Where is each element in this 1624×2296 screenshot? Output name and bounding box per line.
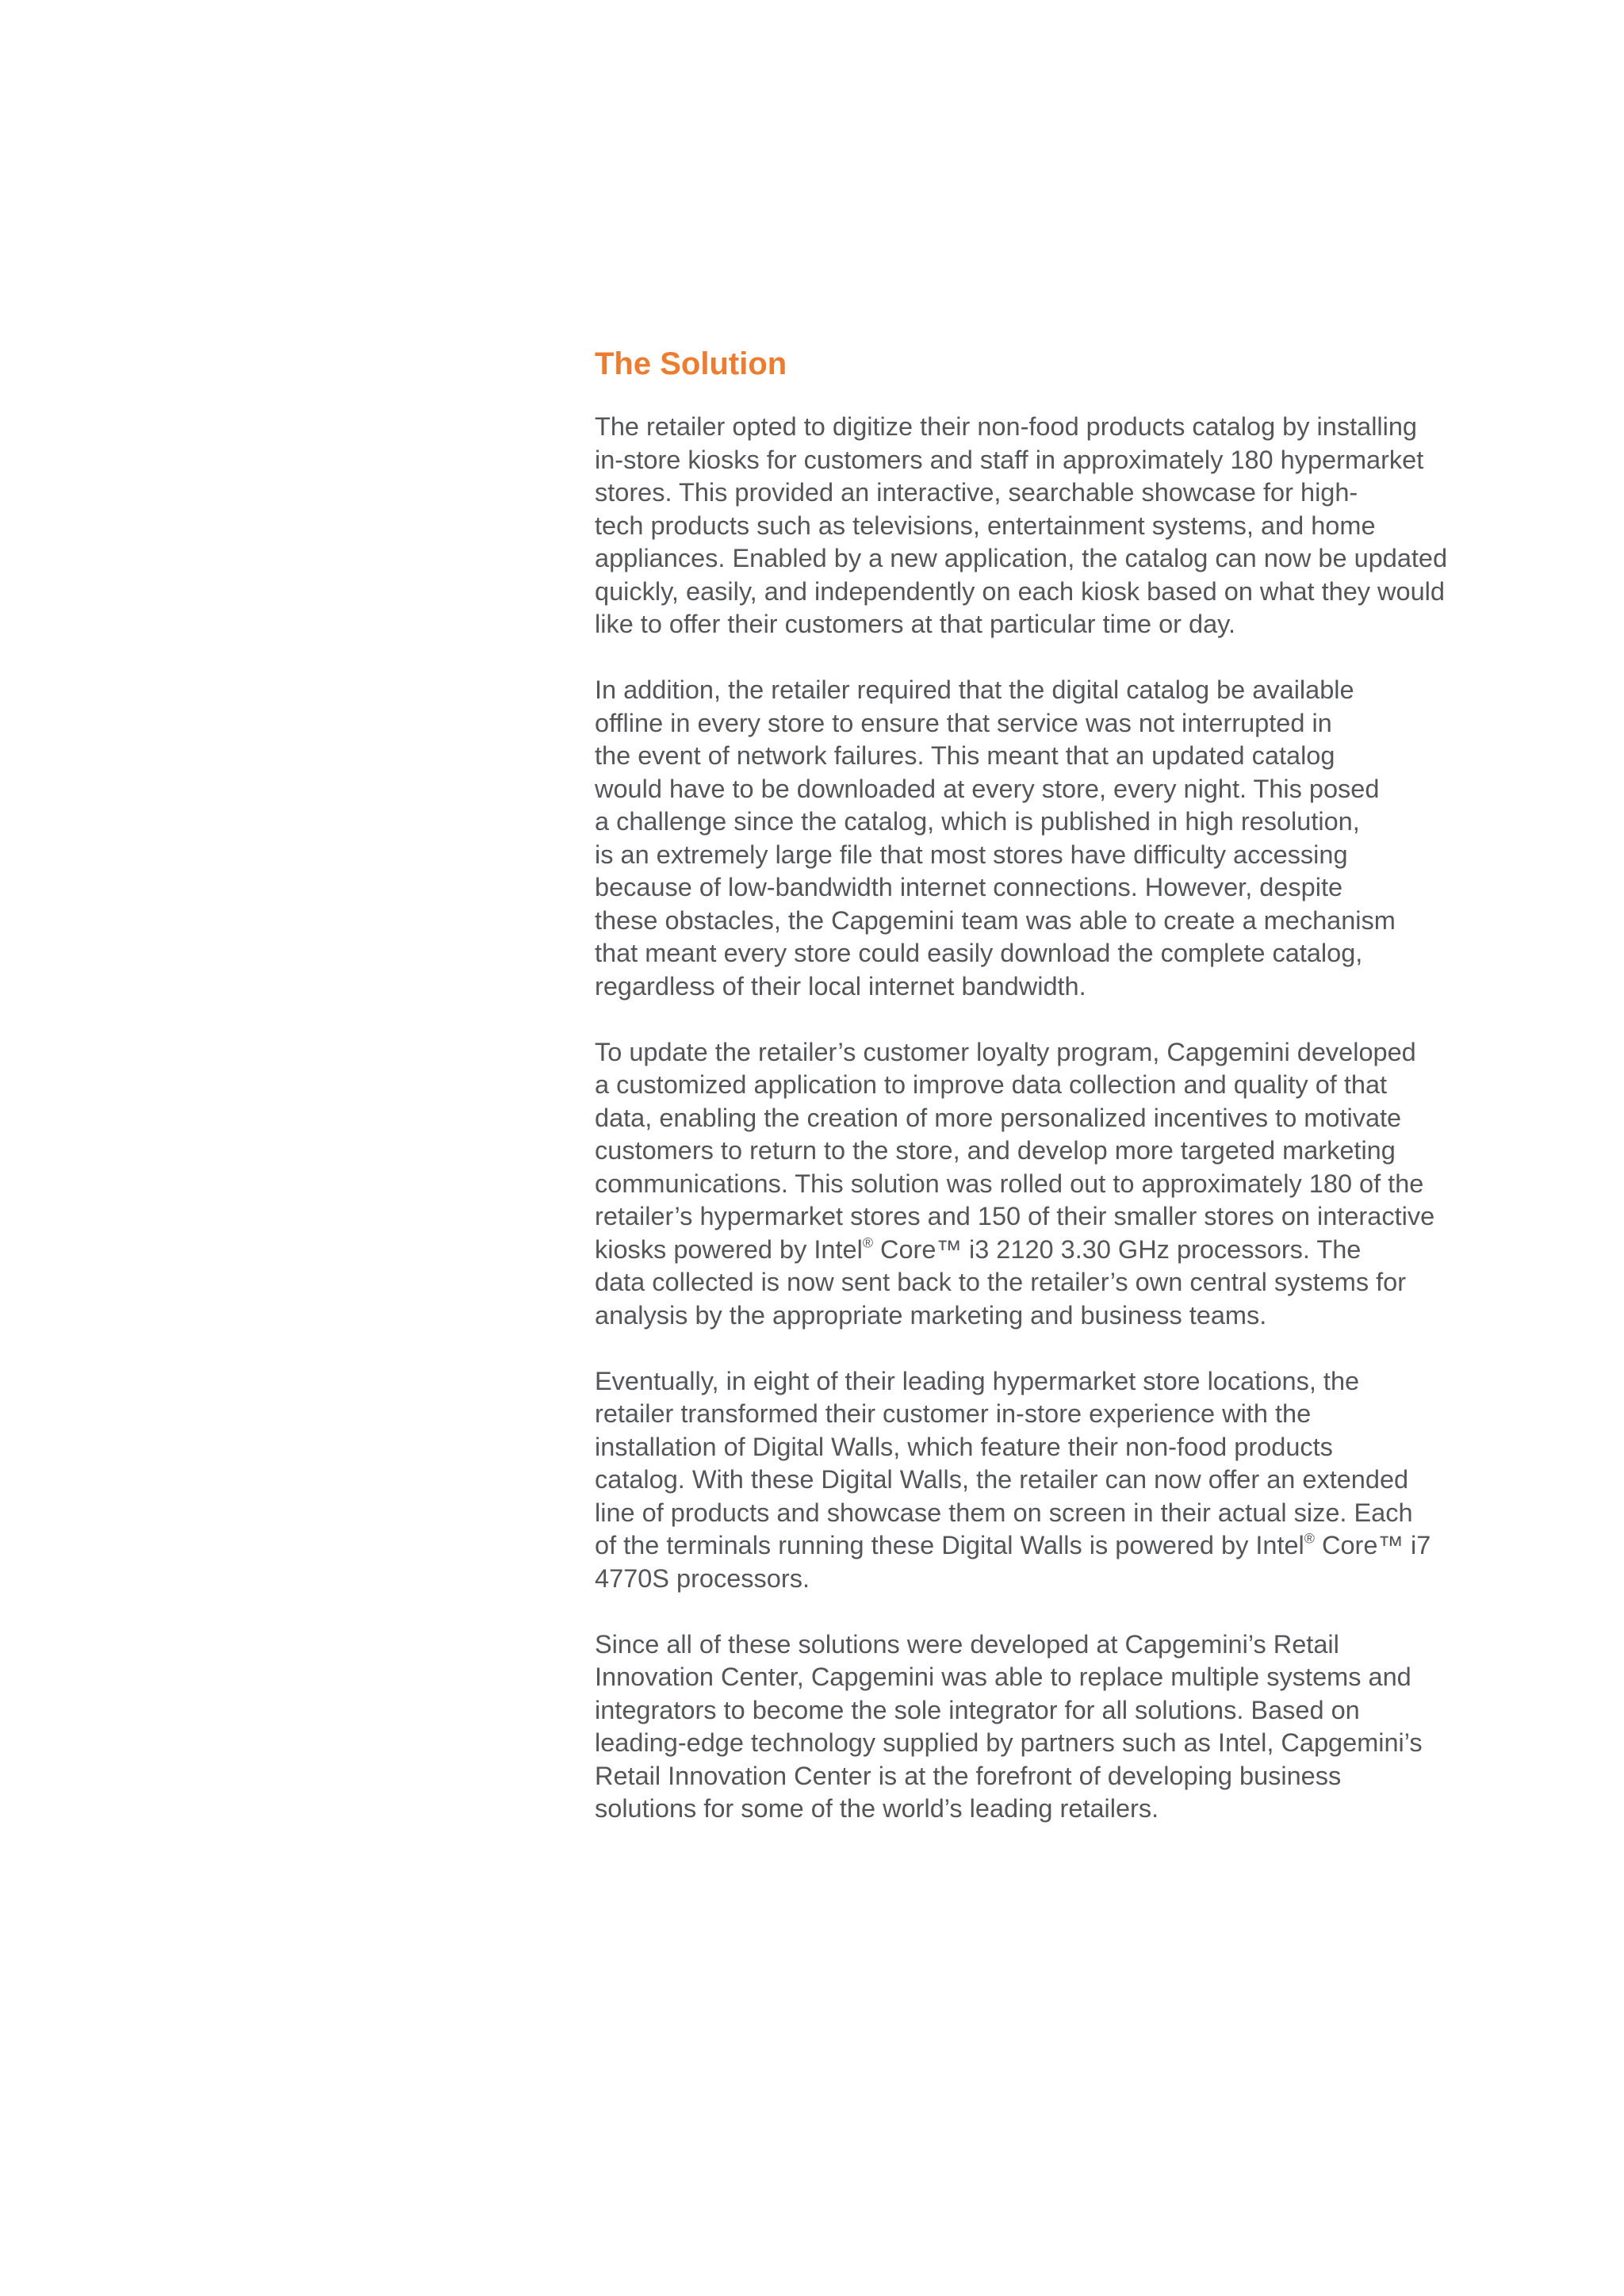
text-line: line of products and showcase them on screen in their actual size. Each xyxy=(595,1498,1413,1527)
text-line: stores. This provided an interactive, searchable showcase for high- xyxy=(595,478,1358,507)
text-line: communications. This solution was rolled out to approximately 180 of the xyxy=(595,1169,1424,1198)
text-line: Retail Innovation Center is at the forefront of developing business xyxy=(595,1761,1342,1790)
text-line: that meant every store could easily download the complete catalog, xyxy=(595,939,1363,967)
text-line: retailer’s hypermarket stores and 150 of their smaller stores on interactive xyxy=(595,1202,1435,1230)
text-line: The retailer opted to digitize their non-food products catalog by installing xyxy=(595,412,1418,441)
text-line xyxy=(595,1529,1522,1563)
text-line: analysis by the appropriate marketing and business teams. xyxy=(595,1300,1267,1330)
body-paragraph xyxy=(595,674,1522,1003)
text-line: catalog. With these Digital Walls, the retailer can now offer an extended xyxy=(595,1465,1409,1494)
section-heading: The Solution xyxy=(595,346,787,381)
text-segment: Core™ i3 2120 3.30 GHz processors. The xyxy=(872,1234,1362,1264)
body-paragraph xyxy=(595,1628,1522,1826)
text-line: in-store kiosks for customers and staff in approximately 180 hypermarket xyxy=(595,445,1424,474)
text-line: offline in every store to ensure that service was not interrupted in xyxy=(595,708,1332,737)
text-segment: Core™ i7 xyxy=(1314,1531,1431,1559)
text-line: these obstacles, the Capgemini team was able to create a mechanism xyxy=(595,905,1396,935)
registered-mark: ® xyxy=(862,1234,873,1251)
text-line: In addition, the retailer required that the digital catalog be available xyxy=(595,675,1354,704)
body-paragraph xyxy=(595,1365,1522,1596)
text-line: tech products such as televisions, entertainment systems, and home xyxy=(595,511,1376,540)
text-line: leading-edge technology supplied by partners such as Intel, Capgemini’s xyxy=(595,1728,1423,1757)
text-line: customers to return to the store, and develop more targeted marketing xyxy=(595,1136,1396,1165)
text-line: Eventually, in eight of their leading hypermarket store locations, the xyxy=(595,1366,1360,1395)
text-line: the event of network failures. This meant that an updated catalog xyxy=(595,741,1335,770)
text-line: installation of Digital Walls, which feature their non-food products xyxy=(595,1432,1333,1461)
body-paragraphs xyxy=(595,411,1522,1826)
text-line: would have to be downloaded at every store, every night. This posed xyxy=(595,774,1380,803)
text-line: data collected is now sent back to the retailer’s own central systems for xyxy=(595,1268,1407,1296)
text-line: appliances. Enabled by a new application, the catalog can now be updated xyxy=(595,544,1448,572)
text-line: To update the retailer’s customer loyalty program, Capgemini developed xyxy=(595,1037,1416,1066)
body-paragraph xyxy=(595,1036,1522,1333)
text-line: retailer transformed their customer in-store experience with the xyxy=(595,1399,1312,1428)
text-line: a challenge since the catalog, which is published in high resolution, xyxy=(595,807,1360,836)
text-line: Since all of these solutions were developed at Capgemini’s Retail xyxy=(595,1629,1339,1659)
text-line: is an extremely large file that most stores have difficulty accessing xyxy=(595,840,1348,869)
text-segment: kiosks powered by Intel xyxy=(595,1234,863,1264)
registered-mark: ® xyxy=(1304,1530,1315,1547)
solution-section xyxy=(595,342,1522,1858)
text-line: regardless of their local internet bandwidth. xyxy=(595,971,1086,1001)
text-line: because of low-bandwidth internet connections. However, despite xyxy=(595,873,1343,901)
text-line: like to offer their customers at that particular time or day. xyxy=(595,610,1236,638)
text-line xyxy=(595,1234,1522,1267)
text-line: a customized application to improve data collection and quality of that xyxy=(595,1070,1388,1099)
body-paragraph xyxy=(595,411,1522,641)
text-line: Innovation Center, Capgemini was able to replace multiple systems and xyxy=(595,1663,1411,1691)
text-line: quickly, easily, and independently on each kiosk based on what they would xyxy=(595,576,1445,606)
text-line: solutions for some of the world’s leading retailers. xyxy=(595,1794,1159,1823)
text-segment: of the terminals running these Digital Walls is powered by Intel xyxy=(595,1531,1304,1559)
text-line: 4770S processors. xyxy=(595,1563,810,1593)
text-line: integrators to become the sole integrator for all solutions. Based on xyxy=(595,1695,1360,1724)
text-line: data, enabling the creation of more personalized incentives to motivate xyxy=(595,1103,1402,1132)
